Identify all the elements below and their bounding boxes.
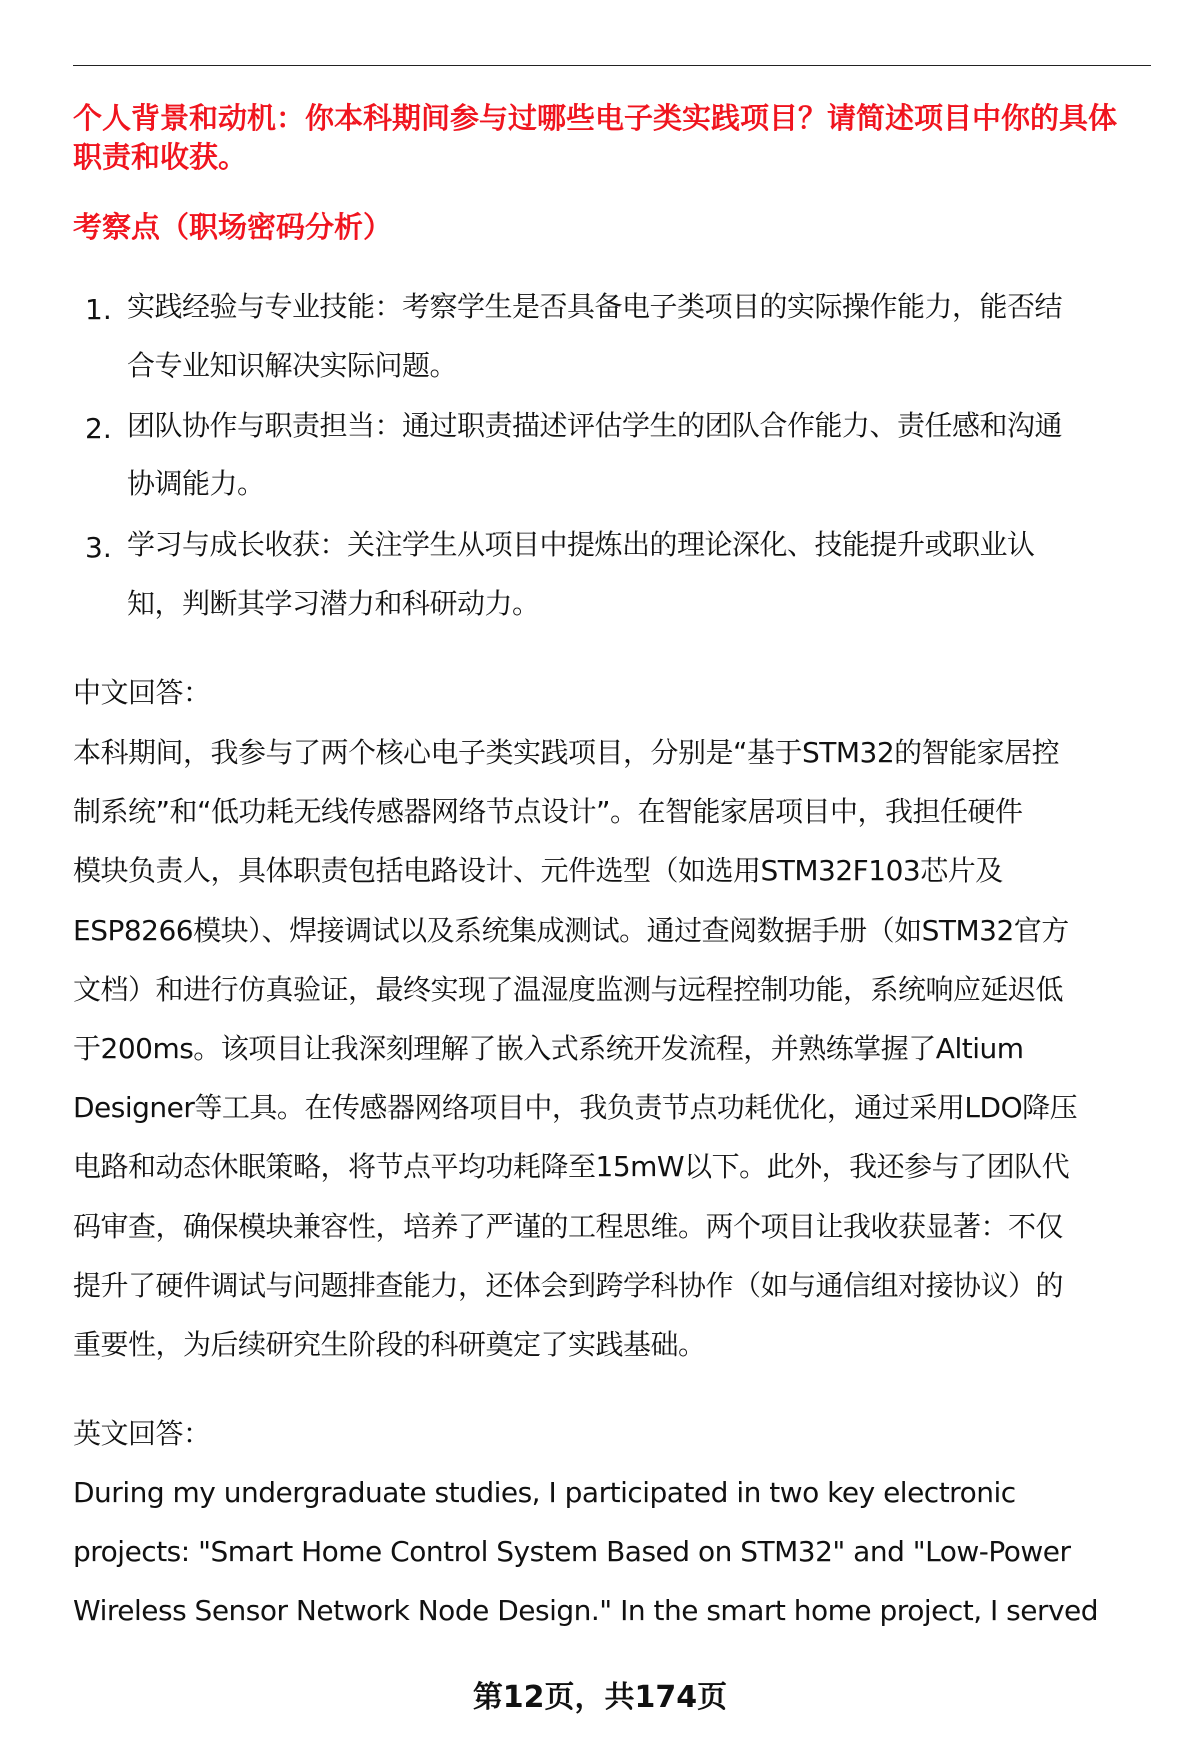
cn-lines-line: Designer等工具。在传感器网络项目中，我负责节点功耗优化，通过采用LDO降压 [73,1091,1078,1125]
cn-lines-line: 于200ms。该项目让我深刻理解了嵌入式系统开发流程，并熟练掌握了Altium [73,1032,1024,1065]
en-lines-line: Wireless Sensor Network Node Design." In the smart home project, I served [73,1594,1099,1628]
cn-lines-line: 制系统”和“低功耗无线传感器网络节点设计”。在智能家居项目中，我担任硬件 [73,795,1023,829]
en-lines-line: projects: "Smart Home Control System Based on STM32" and "Low-Power [73,1535,1071,1569]
cn-lines-line: 提升了硬件调试与问题排查能力，还体会到跨学科协作（如与通信组对接协议）的 [73,1268,1064,1302]
cn-lines-line: 本科期间，我参与了两个核心电子类实践项目，分别是“基于STM32的智能家居控 [73,736,1060,769]
page-number: 第12页，共174页 [472,1680,728,1715]
chinese-answer-label: 中文回答： [73,676,211,709]
point-2-line-1: 团队协作与职责担当：通过职责描述评估学生的团队合作能力、责任感和沟通 [127,409,1063,442]
point-1-number: 1. [85,293,112,326]
point-1-line-1: 实践经验与专业技能：考察学生是否具备电子类项目的实际操作能力，能否结 [127,290,1063,323]
cn-lines-line: 电路和动态休眠策略，将节点平均功耗降至15mW以下。此外，我还参与了团队代 [73,1150,1070,1184]
cn-lines-line: 模块负责人，具体职责包括电路设计、元件选型（如选用STM32F103芯片及 [73,854,1003,888]
point-3-line-1: 学习与成长收获：关注学生从项目中提炼出的理论深化、技能提升或职业认 [127,528,1035,561]
cn-lines-line: 重要性，为后续研究生阶段的科研奠定了实践基础。 [73,1328,706,1361]
point-2-number: 2. [85,412,112,445]
cn-lines-line: ESP8266模块）、焊接调试以及系统集成测试。通过查阅数据手册（如STM32官方 [73,913,1069,947]
question-line-1: 个人背景和动机：你本科期间参与过哪些电子类实践项目？请简述项目中你的具体 [73,101,1118,135]
point-3-line-2: 知，判断其学习潜力和科研动力。 [127,587,540,620]
en-lines-line: During my undergraduate studies, I participated in two key electronic [73,1476,1016,1509]
point-2-line-2: 协调能力。 [127,467,265,500]
cn-lines-line: 文档）和进行仿真验证，最终实现了温湿度监测与远程控制功能，系统响应延迟低 [73,972,1064,1006]
point-3-number: 3. [85,531,112,564]
question-line-2: 职责和收获。 [73,140,248,174]
cn-lines-line: 码审查，确保模块兼容性，培养了严谨的工程思维。两个项目让我收获显著：不仅 [73,1209,1064,1243]
analysis-heading: 考察点（职场密码分析） [73,210,393,244]
header-divider [73,65,1151,66]
point-1-line-2: 合专业知识解决实际问题。 [127,349,458,382]
english-answer-label: 英文回答： [73,1417,211,1450]
